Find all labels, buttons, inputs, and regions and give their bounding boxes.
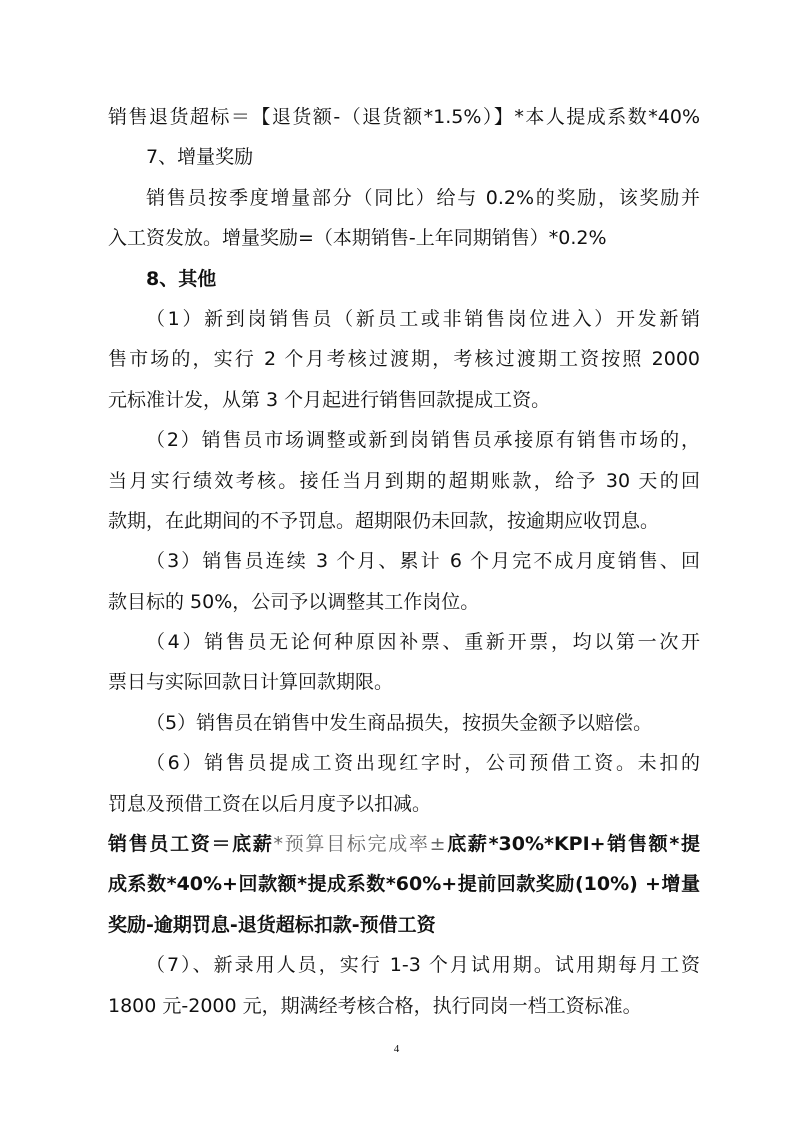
- text-line: （1）新到岗销售员（新员工或非销售岗位进入）开发新销: [146, 307, 700, 330]
- text-line: 1800 元-2000 元，期满经考核合格，执行同岗一档工资标准。: [108, 994, 642, 1017]
- formula-part: 底薪*30%*KPI+销售额*提: [445, 833, 700, 856]
- salary-formula-line: 奖励-逾期罚息-退货超标扣款-预借工资: [108, 913, 436, 936]
- text-line: 入工资发放。增量奖励=（本期销售-上年同期销售）*0.2%: [108, 227, 607, 250]
- text-line: （5）销售员在销售中发生商品损失，按损失金额予以赔偿。: [146, 711, 653, 734]
- salary-formula-line: 成系数*40%+回款额*提成系数*60%+提前回款奖励(10%) +增量: [108, 873, 700, 896]
- page-number: 4: [393, 1043, 400, 1055]
- text-line: 元标准计发，从第 3 个月起进行销售回款提成工资。: [108, 388, 551, 411]
- text-line: 销售退货超标＝【退货额-（退货额*1.5%）】*本人提成系数*40%: [108, 106, 700, 128]
- formula-part: *预算目标完成率±: [273, 833, 446, 856]
- text-line: 款目标的 50%，公司予以调整其工作岗位。: [108, 590, 480, 613]
- text-line: （6）销售员提成工资出现红字时，公司预借工资。未扣的: [146, 752, 700, 775]
- text-line: 销售员按季度增量部分（同比）给与 0.2%的奖励，该奖励并: [146, 186, 700, 209]
- text-line: （2）销售员市场调整或新到岗销售员承接原有销售市场的，: [146, 429, 700, 452]
- formula-part: 销售员工资＝底薪: [108, 833, 274, 856]
- text-line: 售市场的，实行 2 个月考核过渡期，考核过渡期工资按照 2000: [108, 348, 700, 371]
- text-line: （3）销售员连续 3 个月、累计 6 个月完不成月度销售、回: [146, 550, 700, 573]
- document-body: [108, 97, 700, 1026]
- text-line: 款期，在此期间的不予罚息。超期限仍未回款，按逾期应收罚息。: [108, 509, 660, 532]
- section-heading-7: 7、增量奖励: [146, 146, 254, 169]
- text-line: 票日与实际回款日计算回款期限。: [108, 671, 394, 694]
- salary-formula-line: [108, 824, 700, 864]
- text-line: 罚息及预借工资在以后月度予以扣减。: [108, 792, 432, 815]
- text-line: 当月实行绩效考核。接任当月到期的超期账款，给予 30 天的回: [108, 469, 700, 492]
- section-heading-8: 8、其他: [146, 267, 217, 290]
- text-line: （4）销售员无论何种原因补票、重新开票，均以第一次开: [146, 631, 700, 654]
- text-line: （7）、新录用人员，实行 1-3 个月试用期。试用期每月工资: [146, 954, 700, 977]
